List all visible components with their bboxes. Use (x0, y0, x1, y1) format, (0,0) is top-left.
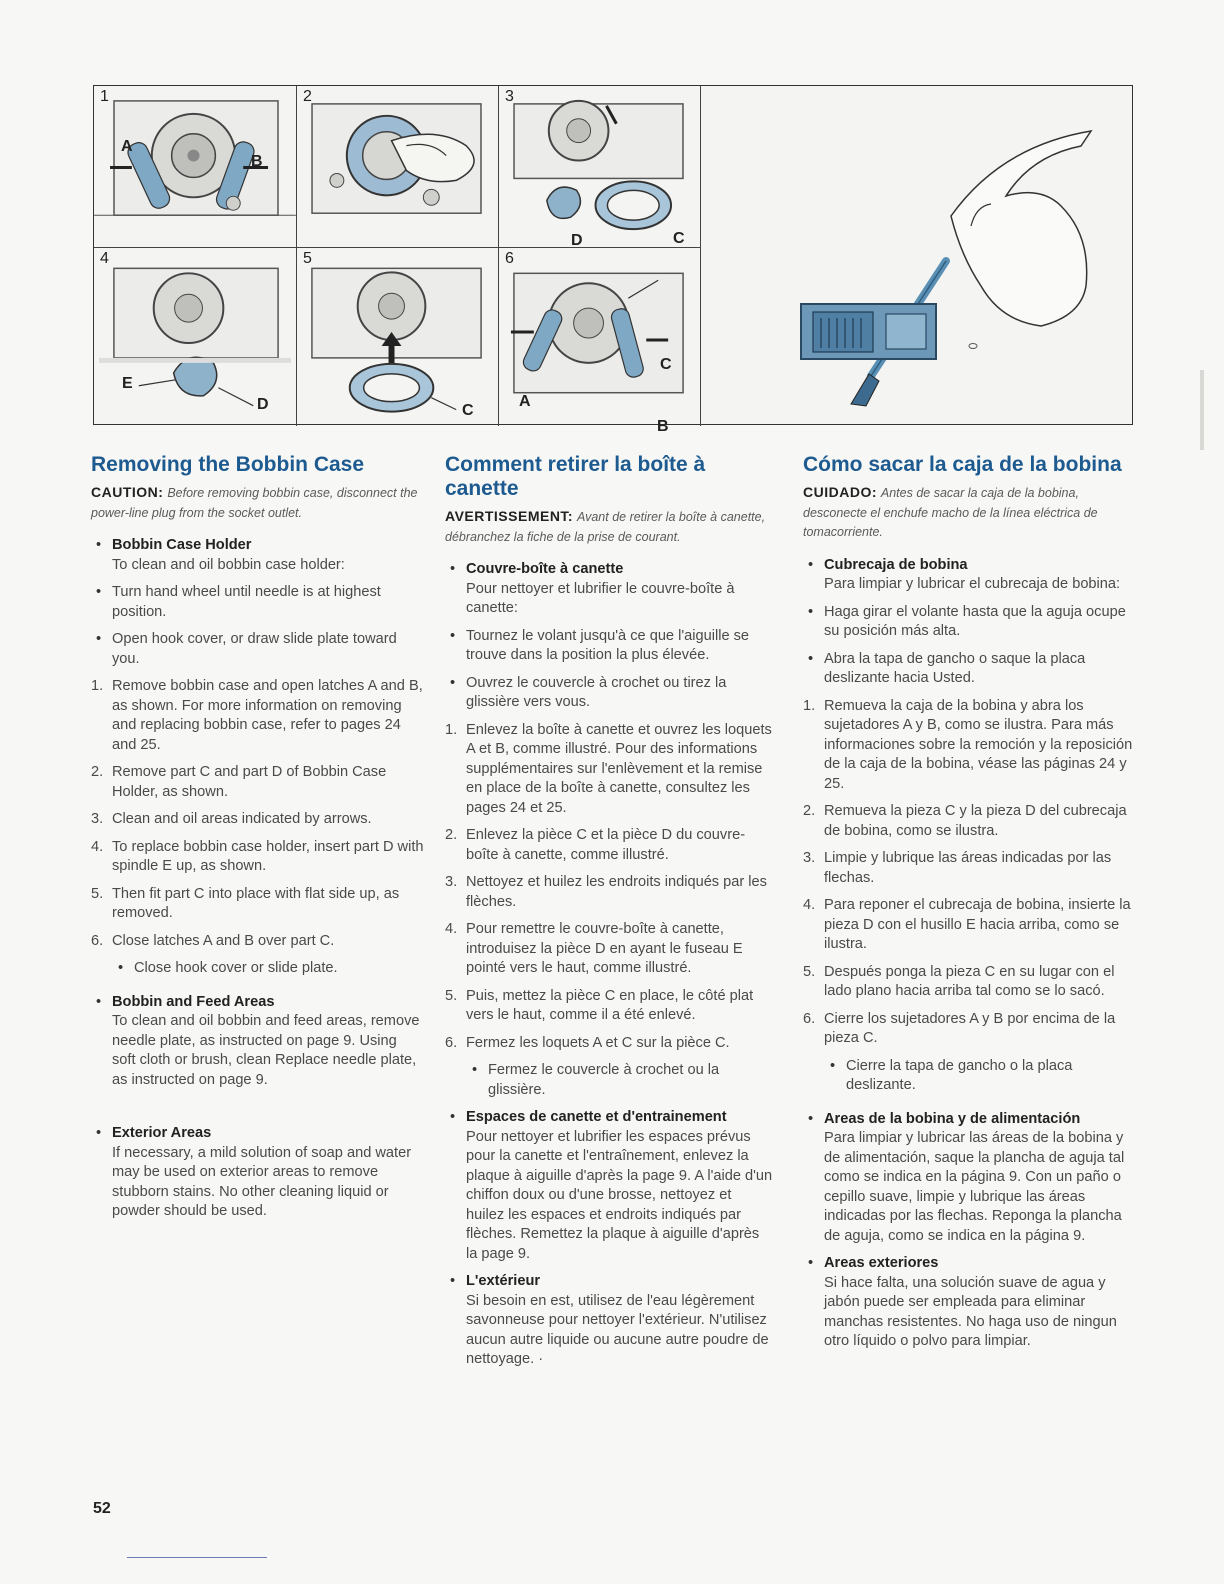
column-french (445, 453, 773, 1378)
step-item (803, 802, 1133, 841)
step-item (91, 677, 424, 755)
subsection-text: If necessary, a mild solution of soap and water may be used on exterior areas to remove stubborn stains. No other cleaning liquid or powder should be used. (112, 1144, 412, 1219)
section-title: Comment retirer la boîte à canette (445, 453, 706, 500)
step-number: 1. (445, 721, 458, 738)
step-number: 6. (803, 1010, 816, 1027)
label-c: C (462, 402, 474, 419)
subsection-text: Pour nettoyer et lubrifier le couvre-boîte à canette: (466, 580, 735, 616)
caution-text: Antes de sacar la caja de la bobina, desconecte el enchufe macho de la línea eléctrica de tomacorriente. (803, 486, 1098, 539)
panel-number: 5 (303, 250, 312, 267)
caution-label: CAUTION: (91, 484, 164, 500)
panel-number: 1 (100, 88, 109, 105)
subsection-heading: • Exterior Areas (112, 1125, 212, 1141)
caution-label: CUIDADO: (803, 484, 877, 500)
step-item (445, 721, 773, 819)
sub-item: • Close hook cover or slide plate. (91, 959, 424, 979)
step-number: 3. (91, 811, 104, 827)
brush-cleaning-illustration (701, 86, 1132, 424)
step-number: 2. (91, 764, 104, 780)
list-item (91, 1124, 424, 1222)
subsection-text: Si besoin en est, utilisez de l'eau légèrement savonneuse pour nettoyer l'extérieur. N'utilisez aucun autre liquide ou aucune autre poudre de nettoyage. · (466, 1292, 769, 1367)
list-item (445, 1272, 773, 1370)
column-spanish (803, 453, 1133, 1360)
panel-2 (297, 86, 499, 248)
list-item (91, 536, 424, 575)
label-c: C (673, 230, 685, 247)
step-text: Remueva la caja de la bobina y abra los sujetadores A y B, como se ilustra. Para más informaciones sobre la remoción y la reposición de la caja de la bobina, véase las páginas 24 y 25. (824, 697, 1133, 792)
panel-1 (94, 86, 297, 248)
step-text: Remove bobbin case and open latches A and B, as shown. For more information on removing and replacing bobbin case, refer to pages 24 and 25. (112, 678, 423, 753)
list-item (803, 1254, 1133, 1352)
illustration-figure (93, 85, 1133, 435)
step-text: Nettoyez et huilez les endroits indiqués par les flèches. (466, 874, 767, 910)
panel-number: 2 (303, 88, 312, 105)
step-item (91, 838, 424, 877)
subsection-heading: • Couvre-boîte à canette (466, 561, 624, 577)
subsection-text: Pour nettoyer et lubrifier les espaces prévus pour la canette et l'entraînement, enlevez la plaque à aiguille d'après la page 9. A l'aide d'un chiffon doux ou d'une brosse, nettoyez et huilez les espaces et endroits indiqués par flèches. Remettez la plaque à aiguille d'après la page 9. (466, 1128, 773, 1262)
step-item (445, 873, 773, 912)
step-text: Enlevez la pièce C et la pièce D du couvre-boîte à canette, comme illustré. (466, 827, 746, 863)
list-item: • Haga girar el volante hasta que la aguja ocupe su posición más alta. (803, 603, 1133, 642)
list-item (803, 1110, 1133, 1247)
remove-holder-illustration (297, 86, 498, 247)
step-number: 2. (445, 827, 458, 843)
label-b: B (251, 153, 263, 170)
sub-item: • Cierre la tapa de gancho o la placa deslizante. (803, 1057, 1133, 1096)
list-item (445, 1108, 773, 1264)
subsection-text: Para limpiar y lubricar las áreas de la bobina y de alimentación, saque la plancha de aguja tal como se indica en la página 9. Con un paño o cepillo suave, limpie y lubrique las áreas indicadas por las flechas. Reponga la plancha de aguja, como se indica en la página 9. (824, 1130, 1125, 1244)
caution-label: AVERTISSEMENT: (445, 508, 574, 524)
step-number: 5. (91, 885, 104, 902)
label-c: C (660, 356, 672, 373)
panel-number: 6 (505, 250, 514, 267)
subsection-text: To clean and oil bobbin case holder: (112, 556, 345, 573)
step-item (91, 810, 424, 830)
step-text: Clean and oil areas indicated by arrows. (112, 811, 372, 827)
step-text: To replace bobbin case holder, insert part D with spindle E up, as shown. (112, 838, 424, 874)
sub-item: • Fermez le couvercle à crochet ou la glissière. (445, 1061, 773, 1100)
step-item (803, 849, 1133, 888)
step-number: 6. (91, 932, 104, 949)
caution-note (91, 483, 424, 522)
page-number: 52 (93, 1500, 111, 1517)
list-item: • Ouvrez le couvercle à crochet ou tirez la glissière vers vous. (445, 674, 773, 713)
step-item (445, 826, 773, 865)
label-a: A (519, 393, 531, 410)
step-text: Pour remettre le couvre-boîte à canette, introduisez la pièce D en ayant le fuseau E pointé vers le haut, comme illustré. (466, 921, 743, 976)
fit-part-c-illustration (297, 248, 498, 426)
subsection-heading: • L'extérieur (466, 1273, 541, 1289)
step-number: 4. (445, 921, 458, 937)
section-title: Cómo sacar la caja de la bobina (803, 453, 1122, 476)
list-item: • Tournez le volant jusqu'à ce que l'aiguille se trouve dans la position la plus élevée. (445, 627, 773, 666)
step-item (445, 1034, 773, 1054)
step-text: Cierre los sujetadores A y B por encima de la pieza C. (824, 1010, 1116, 1046)
step-number: 5. (445, 987, 458, 1004)
label-d: D (571, 232, 583, 249)
step-number: 4. (803, 897, 816, 913)
list-item: • Open hook cover, or draw slide plate toward you. (91, 630, 424, 669)
subsection-heading: • Areas exteriores (824, 1255, 939, 1271)
hook-latches-illustration (94, 86, 296, 247)
brush-cleaning-panel (701, 86, 1132, 424)
panel-number: 3 (505, 88, 514, 105)
label-e: E (122, 375, 133, 392)
step-text: Fermez les loquets A et C sur la pièce C. (466, 1034, 730, 1051)
step-number: 2. (803, 803, 816, 819)
step-text: Limpie y lubrique las áreas indicadas por las flechas. (824, 850, 1112, 886)
section-title: Removing the Bobbin Case (91, 453, 365, 476)
caution-note (803, 483, 1133, 542)
list-item (803, 556, 1133, 595)
panel-4 (94, 248, 297, 426)
subsection-heading: • Bobbin and Feed Areas (112, 993, 275, 1010)
footer-rule (127, 1557, 267, 1558)
list-item: • Turn hand wheel until needle is at highest position. (91, 583, 424, 622)
step-item (91, 763, 424, 802)
label-a: A (121, 138, 133, 155)
label-b: B (657, 418, 669, 435)
subsection-heading: • Areas de la bobina y de alimentación (824, 1110, 1081, 1127)
caution-text: Avant de retirer la boîte à canette, débranchez la fiche de la prise de courant. (445, 510, 766, 544)
step-number: 5. (803, 963, 816, 980)
subsection-heading: • Cubrecaja de bobina (824, 556, 968, 573)
step-text: Then fit part C into place with flat side up, as removed. (112, 885, 400, 921)
step-number: 3. (445, 874, 458, 890)
parts-c-d-illustration (499, 86, 700, 247)
panel-number: 4 (100, 250, 109, 267)
step-number: 4. (91, 838, 104, 855)
subsection-text: Para limpiar y lubricar el cubrecaja de bobina: (824, 576, 1121, 592)
step-item (803, 963, 1133, 1002)
step-item (445, 987, 773, 1026)
step-text: Remueva la pieza C y la pieza D del cubrecaja de bobina, como se ilustra. (824, 803, 1127, 839)
label-d: D (257, 396, 269, 413)
step-item (91, 932, 424, 952)
step-item (803, 1010, 1133, 1049)
subsection-heading: • Espaces de canette et d'entrainement (466, 1109, 727, 1125)
step-text: Para reponer el cubrecaja de bobina, insierte la pieza D con el husillo E hacia arriba, como se ilustra. (824, 897, 1131, 952)
subsection-text: Si hace falta, una solución suave de agua y jabón puede ser empleada para eliminar manchas resistentes. No haga uso de ningun otro líquido o polvo para limpiar. (824, 1274, 1117, 1349)
subsection-heading: • Bobbin Case Holder (112, 537, 252, 553)
panel-6 (499, 248, 701, 435)
step-item (803, 896, 1133, 955)
caution-text: Before removing bobbin case, disconnect the power-line plug from the socket outlet. (91, 486, 418, 520)
step-number: 1. (91, 678, 104, 694)
step-item (803, 697, 1133, 795)
step-number: 1. (803, 697, 816, 714)
subsection-text: To clean and oil bobbin and feed areas, remove needle plate, as instructed on page 9. Using soft cloth or brush, clean Replace needle plate, as instructed on page 9. (112, 1013, 420, 1088)
panel-3 (499, 86, 701, 248)
step-number: 6. (445, 1034, 458, 1051)
step-text: Remove part C and part D of Bobbin Case Holder, as shown. (112, 764, 387, 800)
caution-note (445, 507, 773, 546)
list-item: • Abra la tapa de gancho o saque la placa deslizante hacia Usted. (803, 650, 1133, 689)
page-edge-shadow (1200, 370, 1204, 450)
step-text: Enlevez la boîte à canette et ouvrez les loquets A et B, comme illustré. Pour des informations supplémentaires sur l'enlèvement et la remise en place de la boîte à canette, consultez les pages 24 et 25. (466, 721, 772, 816)
step-text: Después ponga la pieza C en su lugar con el lado plano hacia arriba tal como se lo sacó. (824, 963, 1115, 999)
list-item (91, 993, 424, 1091)
step-text: Puis, mettez la pièce C en place, le côté plat vers le haut, comme il a été enlevé. (466, 987, 754, 1023)
step-text: Close latches A and B over part C. (112, 932, 335, 949)
list-item (445, 560, 773, 619)
step-item (445, 920, 773, 979)
column-english (91, 453, 424, 1230)
step-number: 3. (803, 850, 816, 866)
step-item (91, 885, 424, 924)
panel-5 (297, 248, 499, 426)
